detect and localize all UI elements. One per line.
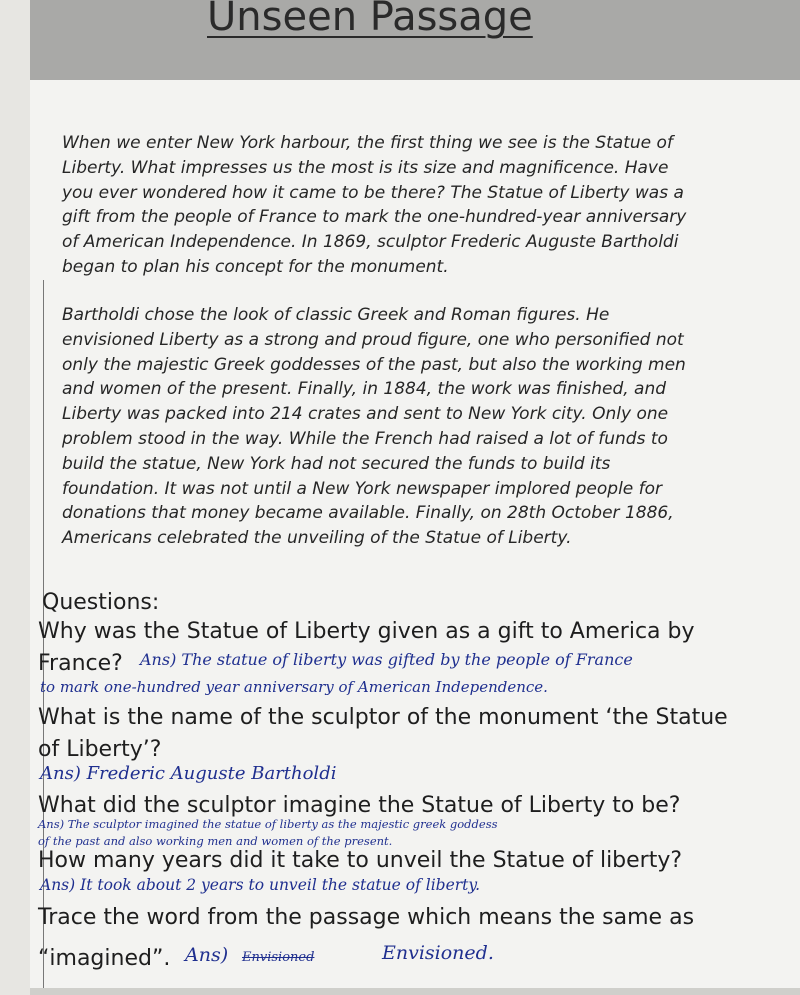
question-2-line-2: of Liberty’? (38, 737, 162, 762)
question-4: How many years did it take to unveil the Statue of liberty? (38, 848, 683, 873)
question-1-line-2: France? (38, 651, 123, 676)
passage-line: Liberty was packed into 214 crates and sent to New York city. Only one (62, 404, 669, 425)
passage-line: gift from the people of France to mark the one-hundred-year anniversary (62, 207, 687, 228)
answer-5: Envisioned. (382, 942, 494, 964)
page-title: Unseen Passage (207, 0, 533, 40)
passage-line: envisioned Liberty as a strong and proud figure, one who personified not (62, 329, 684, 350)
passage-line: you ever wondered how it came to be there? The Statue of Liberty was a (62, 182, 684, 203)
passage-paragraph-1 (62, 131, 782, 280)
question-5-line-2: “imagined”. (38, 946, 171, 971)
answer-2: Ans) Frederic Auguste Bartholdi (40, 763, 337, 784)
passage-line: Liberty. What impresses us the most is its size and magnificence. Have (62, 157, 669, 178)
passage-line: and women of the present. Finally, in 1884, the work was finished, and (62, 379, 667, 400)
answer-5-struck-word: Envisioned (242, 950, 315, 965)
bottom-edge (30, 988, 800, 995)
passage-line: Bartholdi chose the look of classic Greek and Roman figures. He (62, 305, 610, 325)
answer-3-line-2: of the past and also working men and women of the present. (38, 834, 393, 848)
question-3: What did the sculptor imagine the Statue of Liberty to be? (38, 793, 681, 818)
answer-1-line-1: Ans) The statue of liberty was gifted by the people of France (140, 650, 633, 669)
passage-line: only the majestic Greek goddesses of the past, but also the working men (62, 354, 686, 375)
passage-line: Americans celebrated the unveiling of the Statue of Liberty. (62, 528, 572, 549)
questions-heading: Questions: (42, 590, 160, 615)
answer-1-line-2: to mark one-hundred year anniversary of American Independence. (40, 678, 548, 696)
passage-line: foundation. It was not until a New York newspaper implored people for (62, 478, 663, 499)
answer-4: Ans) It took about 2 years to unveil the statue of liberty. (40, 876, 481, 894)
passage-line: donations that money became available. Finally, on 28th October 1886, (62, 503, 674, 524)
question-1-line-1: Why was the Statue of Liberty given as a gift to America by (38, 619, 695, 644)
passage-paragraph-2 (62, 303, 782, 551)
passage-line: When we enter New York harbour, the first thing we see is the Statue of (62, 133, 673, 153)
passage-line: problem stood in the way. While the French had raised a lot of funds to (62, 428, 668, 449)
answer-5-prefix: Ans) (185, 944, 229, 966)
answer-3-line-1: Ans) The sculptor imagined the statue of liberty as the majestic greek goddess (38, 817, 498, 831)
passage-line: of American Independence. In 1869, sculptor Frederic Auguste Bartholdi (62, 232, 679, 253)
passage-line: build the statue, New York had not secured the funds to build its (62, 453, 611, 474)
question-2-line-1: What is the name of the sculptor of the monument ‘the Statue (38, 705, 728, 730)
question-5-line-1: Trace the word from the passage which means the same as (38, 905, 695, 930)
passage-line: began to plan his concept for the monument. (62, 256, 449, 277)
